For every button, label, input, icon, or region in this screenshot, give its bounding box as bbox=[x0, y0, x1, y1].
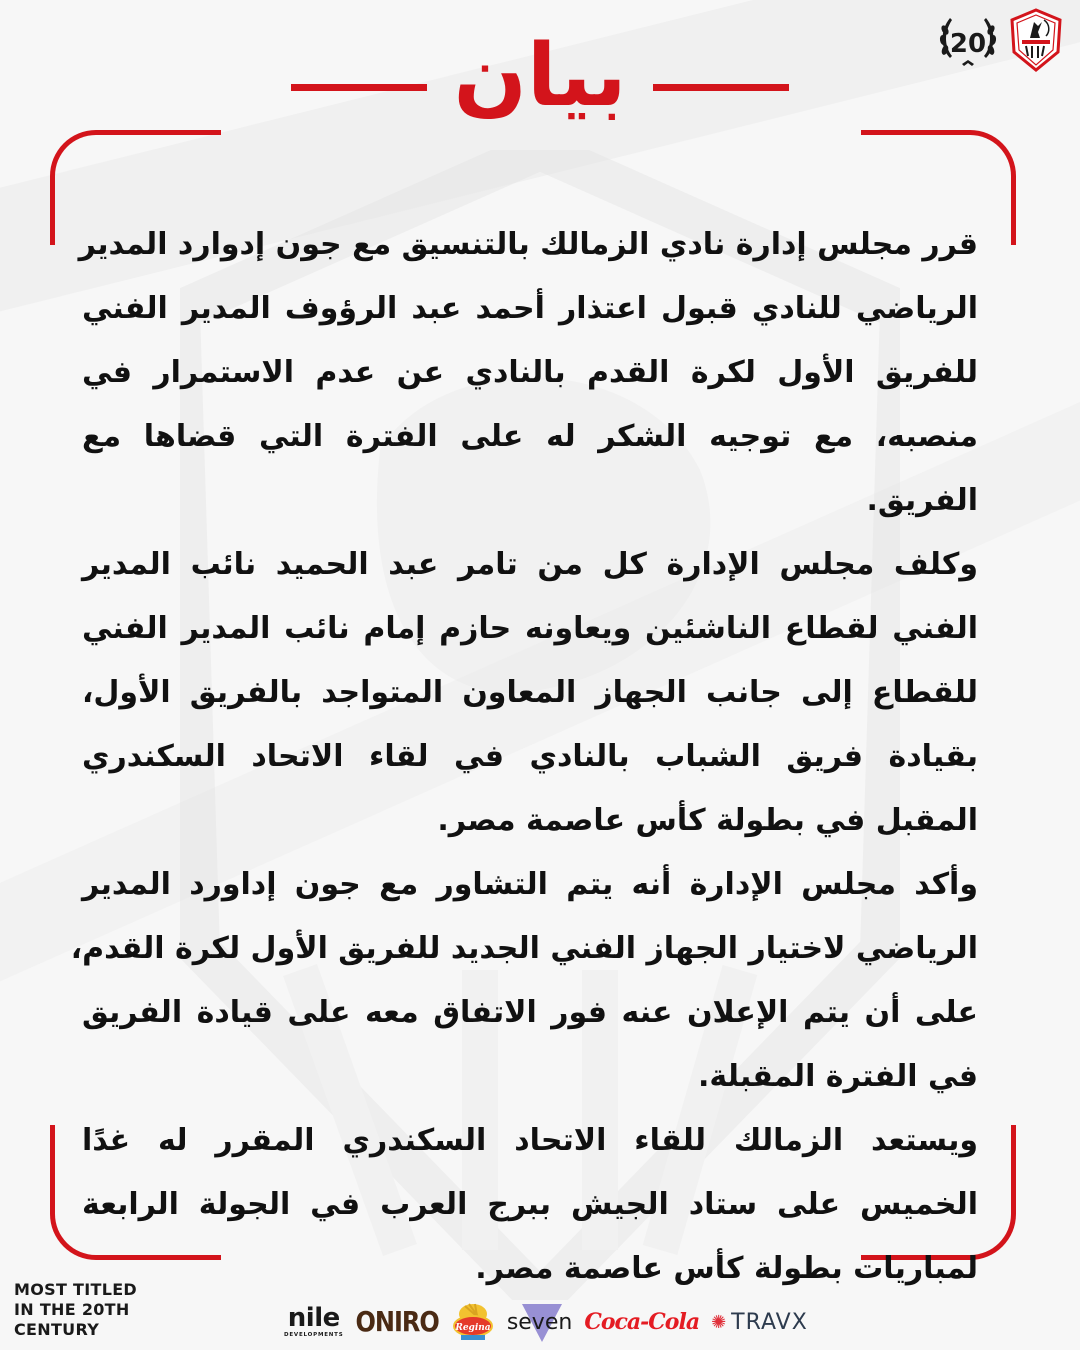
tagline-line: IN THE 20TH bbox=[14, 1300, 130, 1319]
statement-line: للفريق الأول لكرة القدم بالنادي عن عدم الاستمرار في bbox=[82, 355, 978, 390]
statement-line: وكلف مجلس الإدارة كل من تامر عبد الحميد نائب المدير bbox=[82, 547, 978, 582]
statement-line: الفني لقطاع الناشئين ويعاونه حازم إمام نائب المدير الفني bbox=[82, 611, 978, 646]
statement-line: الخميس على ستاد الجيش ببرج العرب في الجولة الرابعة bbox=[82, 1187, 978, 1222]
sponsor-nile-logo: nile DEVELOPMENTS bbox=[284, 1303, 344, 1339]
svg-text:Regina: Regina bbox=[455, 1323, 491, 1333]
sponsor-seven-logo: seven bbox=[507, 1310, 573, 1335]
statement-line: وأكد مجلس الإدارة أنه يتم التشاور مع جون إداورد المدير bbox=[82, 867, 978, 902]
tagline-line: MOST TITLED bbox=[14, 1280, 138, 1299]
statement-line: للقطاع إلى جانب الجهاز المعاون المتواجد بالفريق الأول، bbox=[82, 675, 978, 710]
title-divider-left bbox=[291, 84, 427, 91]
svg-text:20: 20 bbox=[949, 29, 987, 59]
travx-ball-icon: ✺ bbox=[711, 1311, 728, 1333]
sponsor-oniro-logo: ONIRO bbox=[355, 1305, 439, 1339]
sponsor-regina-logo bbox=[451, 1300, 495, 1344]
title-divider-right bbox=[653, 84, 789, 91]
footer-tagline bbox=[14, 1280, 137, 1340]
statement-line: على أن يتم الإعلان عنه فور الاتفاق معه على قيادة الفريق bbox=[82, 995, 978, 1030]
statement-line: منصبه، مع توجيه الشكر له على الفترة التي قضاها مع bbox=[82, 419, 978, 454]
statement-line: ويستعد الزمالك للقاء الاتحاد السكندري المقرر له غدًا bbox=[82, 1123, 978, 1158]
sponsor-travx-logo: ✺ TRAVX bbox=[711, 1309, 808, 1335]
statement-line: الرياضي لاختيار الجهاز الفني الجديد للفريق الأول لكرة القدم، bbox=[70, 931, 978, 966]
statement-line: الفريق. bbox=[866, 483, 978, 518]
statement-line: بقيادة فريق الشباب بالنادي في لقاء الاتحاد السكندري bbox=[82, 739, 978, 774]
sponsor-logos bbox=[284, 1298, 808, 1346]
tagline-line: CENTURY bbox=[14, 1320, 100, 1339]
page-title: بيان bbox=[453, 26, 627, 126]
statement-line: لمباريات بطولة كأس عاصمة مصر. bbox=[475, 1251, 978, 1286]
sponsor-cocacola-logo: Coca-Cola bbox=[584, 1309, 700, 1335]
statement-line: في الفترة المقبلة. bbox=[698, 1059, 978, 1094]
statement-line: الرياضي للنادي قبول اعتذار أحمد عبد الرؤوف المدير الفني bbox=[82, 291, 978, 326]
statement-line: قرر مجلس إدارة نادي الزمالك بالتنسيق مع جون إدوارد المدير bbox=[78, 227, 978, 262]
statement-line: المقبل في بطولة كأس عاصمة مصر. bbox=[437, 803, 978, 838]
page-title-row bbox=[0, 26, 1080, 126]
